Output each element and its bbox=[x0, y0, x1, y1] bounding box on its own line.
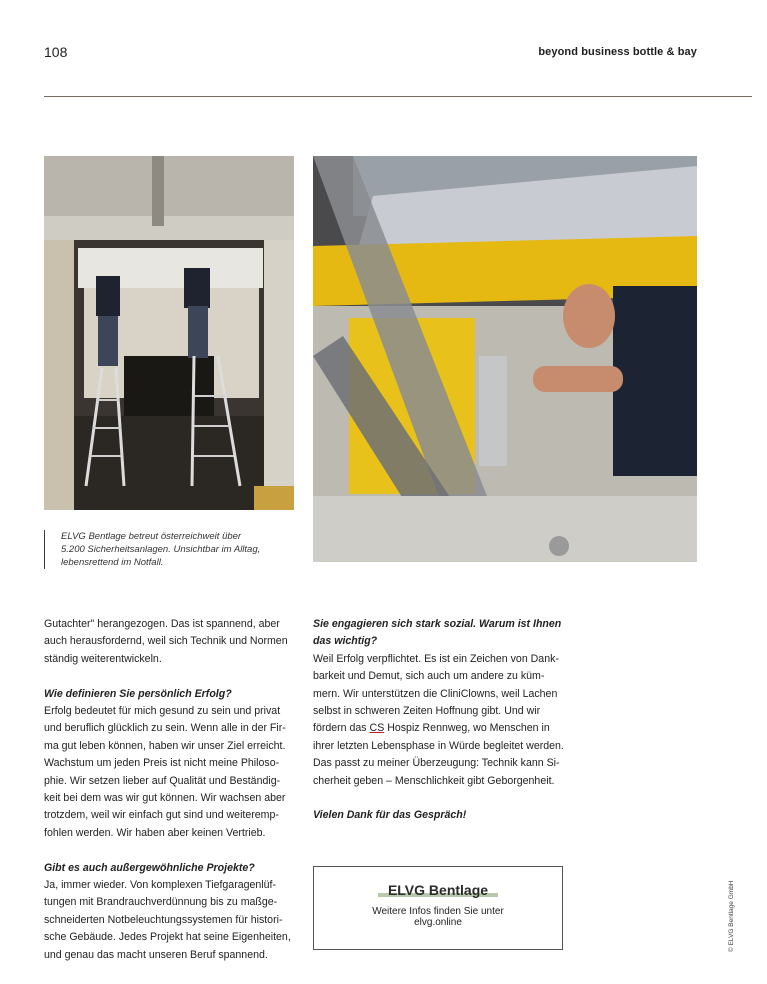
info-link-text: elvg.online bbox=[414, 917, 462, 928]
body-line: Gutachter" herangezogen. Das ist spannend, aber bbox=[44, 618, 280, 630]
body-line: tungen mit Brandrauchverdünnung bis zu maßge- bbox=[44, 896, 278, 909]
body-line: schneiderten Notbeleuchtungssystemen für histori- bbox=[44, 913, 283, 926]
body-line: Das passt zu meiner Überzeugung: Technik kann Si- bbox=[313, 757, 560, 770]
photo-technicians-ladders bbox=[44, 156, 294, 510]
body-line: barkeit und Demut, sich auch um andere zu küm- bbox=[313, 670, 545, 683]
elvg-logo bbox=[384, 882, 492, 898]
body-line: auch herausfordernd, weil sich Technik und Normen bbox=[44, 635, 288, 648]
body-fragment: Hospiz Rennweg, wo Menschen in bbox=[384, 722, 550, 735]
caption-line: ELVG Bentlage betreut österreichweit über bbox=[61, 531, 242, 542]
body-line: mern. Wir unterstützen die CliniClowns, weil Lachen bbox=[313, 687, 558, 700]
cs-abbreviation: CS bbox=[369, 722, 385, 735]
body-line bbox=[313, 720, 575, 737]
logo-text: ELVG Bentlage bbox=[387, 882, 489, 898]
closing-line: Vielen Dank für das Gespräch! bbox=[313, 809, 467, 822]
page-number: 108 bbox=[44, 44, 68, 60]
body-fragment: fördern das bbox=[313, 722, 370, 735]
caption-line: lebensrettend im Notfall. bbox=[61, 557, 164, 568]
right-text-column bbox=[313, 616, 575, 825]
interview-question: das wichtig? bbox=[313, 635, 378, 648]
running-title: beyond business bottle & bay bbox=[538, 46, 697, 58]
body-line: selbst in schweren Zeiten Hoffnung gibt. Und wir bbox=[313, 705, 541, 718]
body-line: Weil Erfolg verpflichtet. Es ist ein Zeichen von Dank- bbox=[313, 652, 559, 665]
body-line: und beruflich glücklich zu sein. Wenn alle in der Fir- bbox=[44, 722, 286, 735]
caption-line: 5.200 Sicherheitsanlagen. Unsichtbar im Alltag, bbox=[61, 544, 261, 555]
photo-caption bbox=[44, 530, 301, 569]
info-box bbox=[313, 866, 563, 950]
body-line: phie. Wir setzen lieber auf Qualität und Beständig- bbox=[44, 774, 281, 787]
side-credit: © ELVG Bentlage GmbH bbox=[728, 880, 735, 952]
header-rule bbox=[44, 96, 752, 97]
body-line: ihrer letzten Lebensphase in Würde begleitet werden. bbox=[313, 739, 564, 752]
interview-question: Gibt es auch außergewöhnliche Projekte? bbox=[44, 861, 255, 874]
body-line: ma gut leben können, haben wir unser Ziel erreicht. bbox=[44, 739, 286, 752]
info-text: Weitere Infos finden Sie unter bbox=[372, 906, 504, 917]
photo-technician-fixture bbox=[313, 156, 697, 562]
left-text-column bbox=[44, 616, 294, 964]
body-line: Erfolg bedeutet für mich gesund zu sein und privat bbox=[44, 705, 281, 718]
body-line: und genau das macht unseren Beruf spannend. bbox=[44, 948, 268, 961]
body-line: ständig weiterentwickeln. bbox=[44, 652, 162, 665]
body-line: Wachstum um jeden Preis ist nicht meine Philoso- bbox=[44, 757, 280, 770]
body-line: trotzdem, weil wir einfach gut sind und weiteremp- bbox=[44, 809, 279, 822]
body-line: fohlen werden. Wir haben aber keinen Vertrieb. bbox=[44, 826, 266, 839]
body-line: keit bei dem was wir gut können. Wir wachsen aber bbox=[44, 792, 286, 805]
body-line: Ja, immer wieder. Von komplexen Tiefgaragenlüf- bbox=[44, 879, 277, 892]
body-line: cherheit geben – Menschlichkeit gibt Geborgenheit. bbox=[313, 774, 555, 787]
interview-question: Wie definieren Sie persönlich Erfolg? bbox=[44, 687, 232, 700]
interview-question: Sie engagieren sich stark sozial. Warum ist Ihnen bbox=[313, 618, 562, 630]
body-line: sche Gebäude. Jedes Projekt hat seine Eigenheiten, bbox=[44, 931, 291, 944]
